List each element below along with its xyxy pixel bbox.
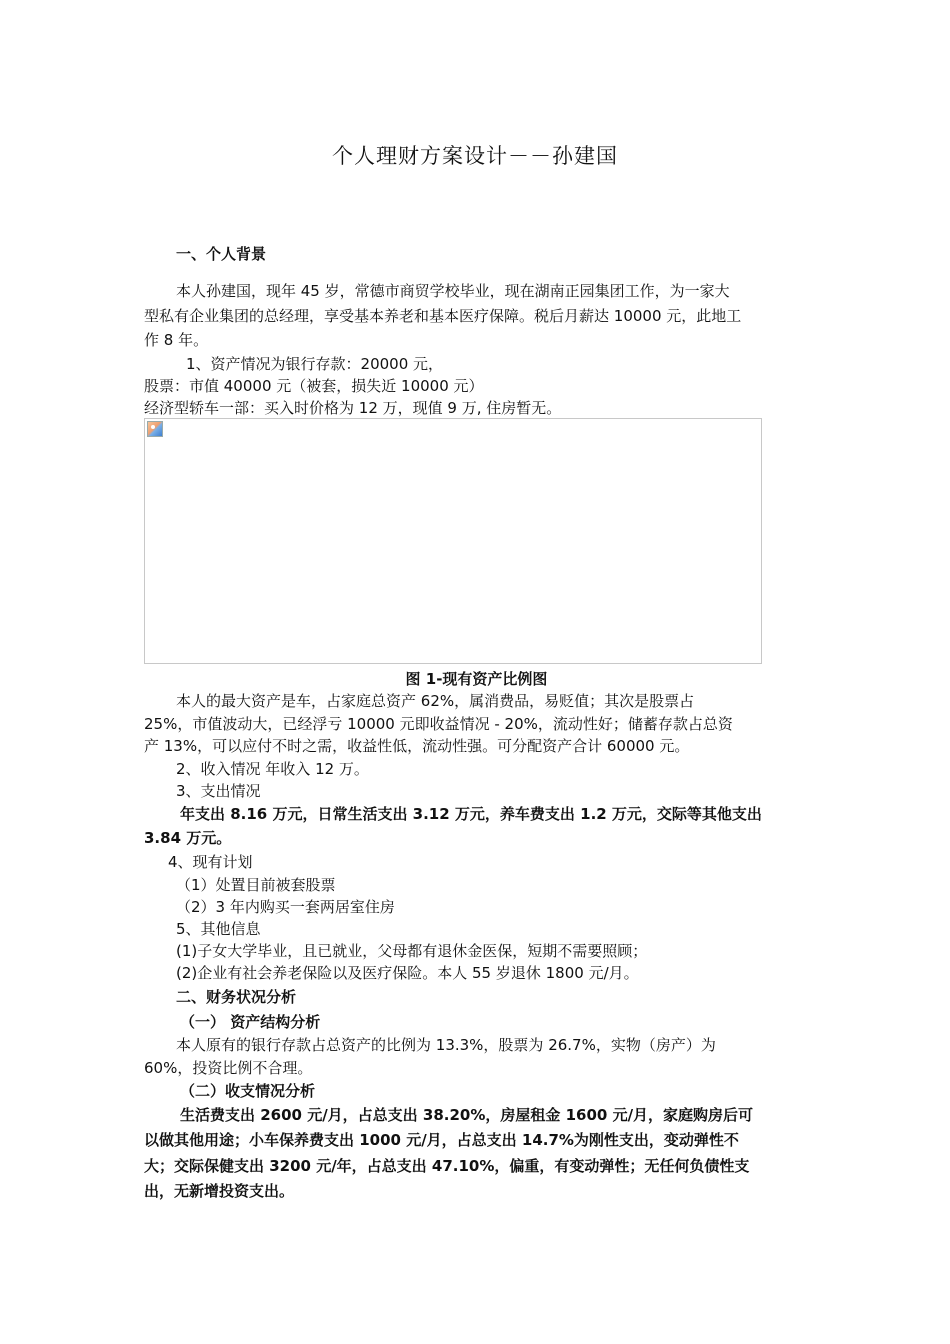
- structure-line: 本人原有的银行存款占总资产的比例为 13.3%，股票为 26.7%，实物（房产）为: [176, 1036, 716, 1054]
- analysis-line: 本人的最大资产是车，占家庭总资产 62%，属消费品，易贬值；其次是股票占: [176, 692, 695, 710]
- structure-line: 60%，投资比例不合理。: [144, 1059, 313, 1077]
- intro-paragraph-line: 本人孙建国，现年 45 岁，常德市商贸学校毕业，现在湖南正园集团工作，为一家大: [176, 282, 730, 300]
- intro-paragraph-line: 型私有企业集团的总经理，享受基本养老和基本医疗保障。税后月薪达 10000 元，此地工: [144, 307, 742, 325]
- section-heading-personal-background: 一、个人背景: [176, 245, 267, 263]
- subsection-heading-cashflow: （二）收支情况分析: [180, 1082, 316, 1100]
- other-info-item: (2)企业有社会养老保险以及医疗保险。本人 55 岁退休 1800 元/月。: [176, 964, 639, 982]
- subsection-heading-asset-structure: （一） 资产结构分析: [180, 1013, 321, 1031]
- other-info-item: (1)子女大学毕业，且已就业，父母都有退休金医保，短期不需要照顾；: [176, 942, 648, 960]
- asset-ratio-chart-placeholder: [144, 418, 762, 664]
- plan-item: （1）处置目前被套股票: [176, 876, 336, 894]
- cashflow-line: 大；交际保健支出 3200 元/年，占总支出 47.10%，偏重，有变动弹性；无任何负债性支: [144, 1157, 750, 1175]
- income-line: 2、收入情况 年收入 12 万。: [176, 760, 369, 778]
- expense-line: 年支出 8.16 万元，日常生活支出 3.12 万元，养车费支出 1.2 万元，交际等其他支出: [180, 805, 762, 823]
- cashflow-line: 以做其他用途；小车保养费支出 1000 元/月，占总支出 14.7%为刚性支出，变动弹性不: [144, 1131, 739, 1149]
- intro-paragraph-line: 作 8 年。: [144, 331, 209, 349]
- plan-heading: 4、现有计划: [168, 853, 253, 871]
- document-title: 个人理财方案设计－－孙建国: [332, 144, 618, 168]
- expense-line: 3.84 万元。: [144, 829, 232, 847]
- figure-caption: 图 1-现有资产比例图: [405, 670, 548, 688]
- analysis-line: 产 13%，可以应付不时之需，收益性低，流动性强。可分配资产合计 60000 元。: [144, 737, 690, 755]
- expense-heading: 3、支出情况: [176, 782, 261, 800]
- plan-item: （2）3 年内购买一套两居室住房: [176, 898, 395, 916]
- cashflow-line: 生活费支出 2600 元/月，占总支出 38.20%，房屋租金 1600 元/月，家庭购房后可: [180, 1106, 754, 1124]
- asset-line: 经济型轿车一部：买入时价格为 12 万，现值 9 万, 住房暂无。: [144, 399, 562, 417]
- asset-line: 1、资产情况为银行存款：20000 元，: [186, 355, 444, 373]
- cashflow-line: 出，无新增投资支出。: [144, 1182, 295, 1200]
- other-info-heading: 5、其他信息: [176, 920, 261, 938]
- asset-line: 股票：市值 40000 元（被套，损失近 10000 元）: [144, 377, 484, 395]
- broken-image-icon: [147, 421, 163, 437]
- analysis-line: 25%，市值波动大，已经浮亏 10000 元即收益情况 - 20%，流动性好；储蓄存款占总资: [144, 715, 733, 733]
- section-heading-financial-analysis: 二、财务状况分析: [176, 988, 297, 1006]
